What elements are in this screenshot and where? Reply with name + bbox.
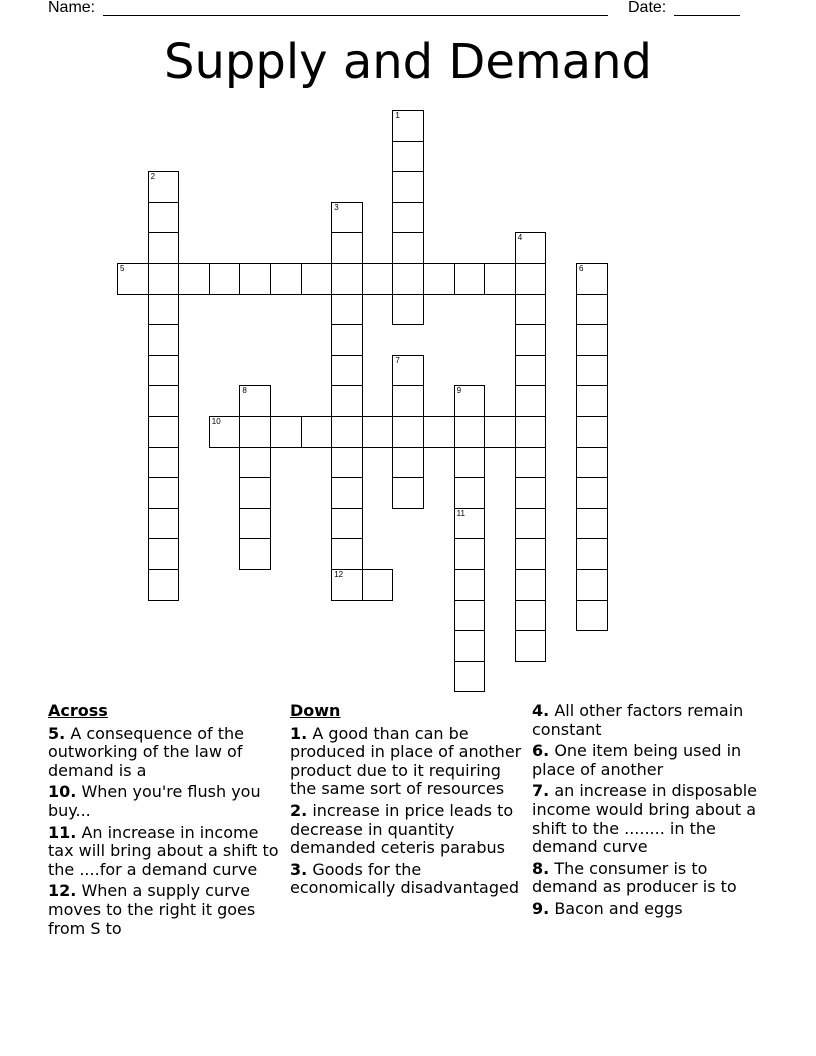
grid-cell[interactable] bbox=[239, 508, 271, 540]
grid-cell[interactable] bbox=[331, 416, 363, 448]
grid-cell[interactable] bbox=[515, 508, 547, 540]
grid-cell[interactable] bbox=[484, 416, 516, 448]
grid-cell[interactable] bbox=[515, 538, 547, 570]
grid-cell[interactable] bbox=[301, 416, 333, 448]
grid-cell[interactable] bbox=[392, 141, 424, 173]
grid-cell[interactable] bbox=[331, 385, 363, 417]
clue-number: 9 bbox=[456, 386, 462, 396]
clue-number: 3 bbox=[334, 202, 339, 212]
grid-cell[interactable] bbox=[239, 538, 271, 570]
clue-down-7: 7. an increase in disposable income would bring about a shift to the ........ in the demand curve bbox=[532, 781, 758, 857]
grid-cell[interactable] bbox=[576, 294, 608, 326]
grid-cell[interactable] bbox=[576, 569, 608, 601]
clue-down-4: 4. All other factors remain constant bbox=[532, 701, 744, 739]
grid-cell[interactable] bbox=[576, 447, 608, 479]
date-label: Date: bbox=[628, 0, 667, 16]
grid-cell[interactable] bbox=[515, 263, 547, 295]
grid-cell[interactable] bbox=[331, 355, 363, 387]
grid-cell[interactable] bbox=[331, 324, 363, 356]
grid-cell[interactable] bbox=[362, 416, 394, 448]
clue-across-10: 10. When you're flush you buy... bbox=[48, 782, 261, 820]
grid-cell[interactable] bbox=[392, 232, 424, 264]
grid-cell[interactable] bbox=[301, 263, 333, 295]
grid-cell[interactable] bbox=[331, 202, 363, 234]
grid-cell[interactable] bbox=[148, 385, 180, 417]
grid-cell[interactable] bbox=[270, 416, 302, 448]
down-clues-continued bbox=[532, 702, 768, 922]
grid-cell[interactable] bbox=[423, 263, 455, 295]
grid-cell[interactable] bbox=[209, 263, 241, 295]
grid-cell[interactable] bbox=[576, 324, 608, 356]
grid-cell[interactable] bbox=[454, 385, 486, 417]
grid-cell[interactable] bbox=[454, 630, 486, 662]
clue-number: 1 bbox=[395, 111, 400, 120]
grid-cell[interactable] bbox=[331, 508, 363, 540]
grid-cell[interactable] bbox=[454, 569, 486, 601]
grid-cell[interactable] bbox=[515, 569, 547, 601]
grid-cell[interactable] bbox=[148, 447, 180, 479]
grid-cell[interactable] bbox=[148, 294, 180, 326]
clue-number: 4 bbox=[517, 233, 523, 243]
grid-cell[interactable] bbox=[148, 538, 180, 570]
grid-cell[interactable] bbox=[515, 232, 547, 264]
grid-cell[interactable] bbox=[515, 416, 547, 448]
grid-cell[interactable] bbox=[515, 477, 547, 509]
grid-cell[interactable] bbox=[239, 263, 271, 295]
grid-cell[interactable] bbox=[392, 355, 424, 387]
grid-cell[interactable] bbox=[576, 477, 608, 509]
clue-across-5: 5. A consequence of the outworking of the law of demand is a bbox=[48, 723, 245, 780]
grid-cell[interactable] bbox=[576, 416, 608, 448]
grid-cell[interactable] bbox=[148, 416, 180, 448]
grid-cell[interactable] bbox=[392, 171, 424, 203]
clue-down-6: 6. One item being used in place of another bbox=[532, 741, 742, 779]
grid-cell[interactable] bbox=[576, 355, 608, 387]
clue-number: 6 bbox=[579, 264, 584, 273]
grid-cell[interactable] bbox=[423, 416, 455, 448]
name-label: Name: bbox=[48, 0, 96, 16]
grid-cell[interactable] bbox=[392, 447, 424, 479]
grid-cell[interactable] bbox=[392, 385, 424, 417]
grid-cell[interactable] bbox=[239, 416, 271, 448]
grid-cell[interactable] bbox=[454, 477, 486, 509]
grid-cell[interactable] bbox=[148, 569, 180, 601]
grid-cell[interactable] bbox=[515, 630, 547, 662]
grid-cell[interactable] bbox=[484, 263, 516, 295]
grid-cell[interactable] bbox=[331, 569, 363, 601]
grid-cell[interactable] bbox=[331, 447, 363, 479]
clue-number: 5 bbox=[120, 264, 125, 273]
clue-across-11: 11. An increase in income tax will bring about a shift to the ....for a demand curve bbox=[48, 822, 279, 879]
grid-cell[interactable] bbox=[331, 538, 363, 570]
grid-cell[interactable] bbox=[392, 110, 424, 142]
clue-number: 11 bbox=[456, 508, 465, 518]
grid-cell[interactable] bbox=[576, 600, 608, 632]
down-heading: Down bbox=[290, 701, 341, 720]
clue-number: 2 bbox=[150, 172, 156, 182]
grid-cell[interactable] bbox=[362, 263, 394, 295]
page-title: Supply and Demand bbox=[164, 34, 652, 90]
clue-down-1: 1. A good than can be produced in place of another product due to it requiring the same sort of resources bbox=[290, 723, 522, 799]
clue-across-12: 12. When a supply curve moves to the right it goes from S to bbox=[48, 881, 256, 938]
grid-cell[interactable] bbox=[515, 294, 547, 326]
grid-cell[interactable] bbox=[515, 600, 547, 632]
grid-cell[interactable] bbox=[515, 447, 547, 479]
clue-down-9: 9. Bacon and eggs bbox=[532, 898, 683, 918]
grid-cell[interactable] bbox=[576, 385, 608, 417]
down-clues bbox=[290, 702, 526, 901]
grid-cell[interactable] bbox=[454, 508, 486, 540]
grid-cell[interactable] bbox=[148, 324, 180, 356]
grid-cell[interactable] bbox=[270, 263, 302, 295]
grid-cell[interactable] bbox=[178, 263, 210, 295]
grid-cell[interactable] bbox=[148, 477, 180, 509]
clue-down-2: 2. increase in price leads to decrease in quantity demanded ceteris parabus bbox=[290, 800, 514, 858]
grid-cell[interactable] bbox=[331, 263, 363, 295]
clue-number: 7 bbox=[395, 355, 400, 365]
across-heading: Across bbox=[48, 701, 108, 720]
grid-cell[interactable] bbox=[239, 385, 271, 417]
grid-cell[interactable] bbox=[576, 538, 608, 570]
grid-cell[interactable] bbox=[331, 477, 363, 509]
grid-cell[interactable] bbox=[148, 263, 180, 295]
grid-cell[interactable] bbox=[148, 355, 180, 387]
clue-number: 12 bbox=[334, 570, 344, 579]
grid-cell[interactable] bbox=[148, 232, 180, 264]
grid-cell[interactable] bbox=[331, 232, 363, 264]
grid-cell[interactable] bbox=[515, 324, 547, 356]
grid-cell[interactable] bbox=[576, 508, 608, 540]
clue-down-3: 3. Goods for the economically disadvantaged bbox=[290, 859, 519, 898]
grid-cell[interactable] bbox=[515, 385, 547, 417]
across-clues bbox=[48, 702, 284, 941]
grid-cell[interactable] bbox=[454, 600, 486, 632]
grid-cell[interactable] bbox=[392, 202, 424, 234]
grid-cell[interactable] bbox=[454, 538, 486, 570]
grid-cell[interactable] bbox=[392, 416, 424, 448]
grid-cell[interactable] bbox=[148, 508, 180, 540]
grid-cell[interactable] bbox=[117, 263, 149, 295]
grid-cell[interactable] bbox=[515, 355, 547, 387]
grid-cell[interactable] bbox=[209, 416, 241, 448]
grid-cell[interactable] bbox=[331, 294, 363, 326]
grid-cell[interactable] bbox=[454, 661, 486, 693]
grid-cell[interactable] bbox=[148, 171, 180, 203]
grid-cell[interactable] bbox=[392, 263, 424, 295]
clue-number: 10 bbox=[211, 417, 221, 426]
grid-cell[interactable] bbox=[239, 447, 271, 479]
grid-cell[interactable] bbox=[576, 263, 608, 295]
clue-number: 8 bbox=[242, 386, 247, 396]
grid-cell[interactable] bbox=[148, 202, 180, 234]
clue-down-8: 8. The consumer is to demand as producer is to bbox=[532, 858, 737, 897]
grid-cell[interactable] bbox=[362, 569, 394, 601]
grid-cell[interactable] bbox=[454, 447, 486, 479]
grid-cell[interactable] bbox=[392, 477, 424, 509]
grid-cell[interactable] bbox=[239, 477, 271, 509]
grid-cell[interactable] bbox=[454, 263, 486, 295]
grid-cell[interactable] bbox=[454, 416, 486, 448]
grid-cell[interactable] bbox=[392, 294, 424, 326]
